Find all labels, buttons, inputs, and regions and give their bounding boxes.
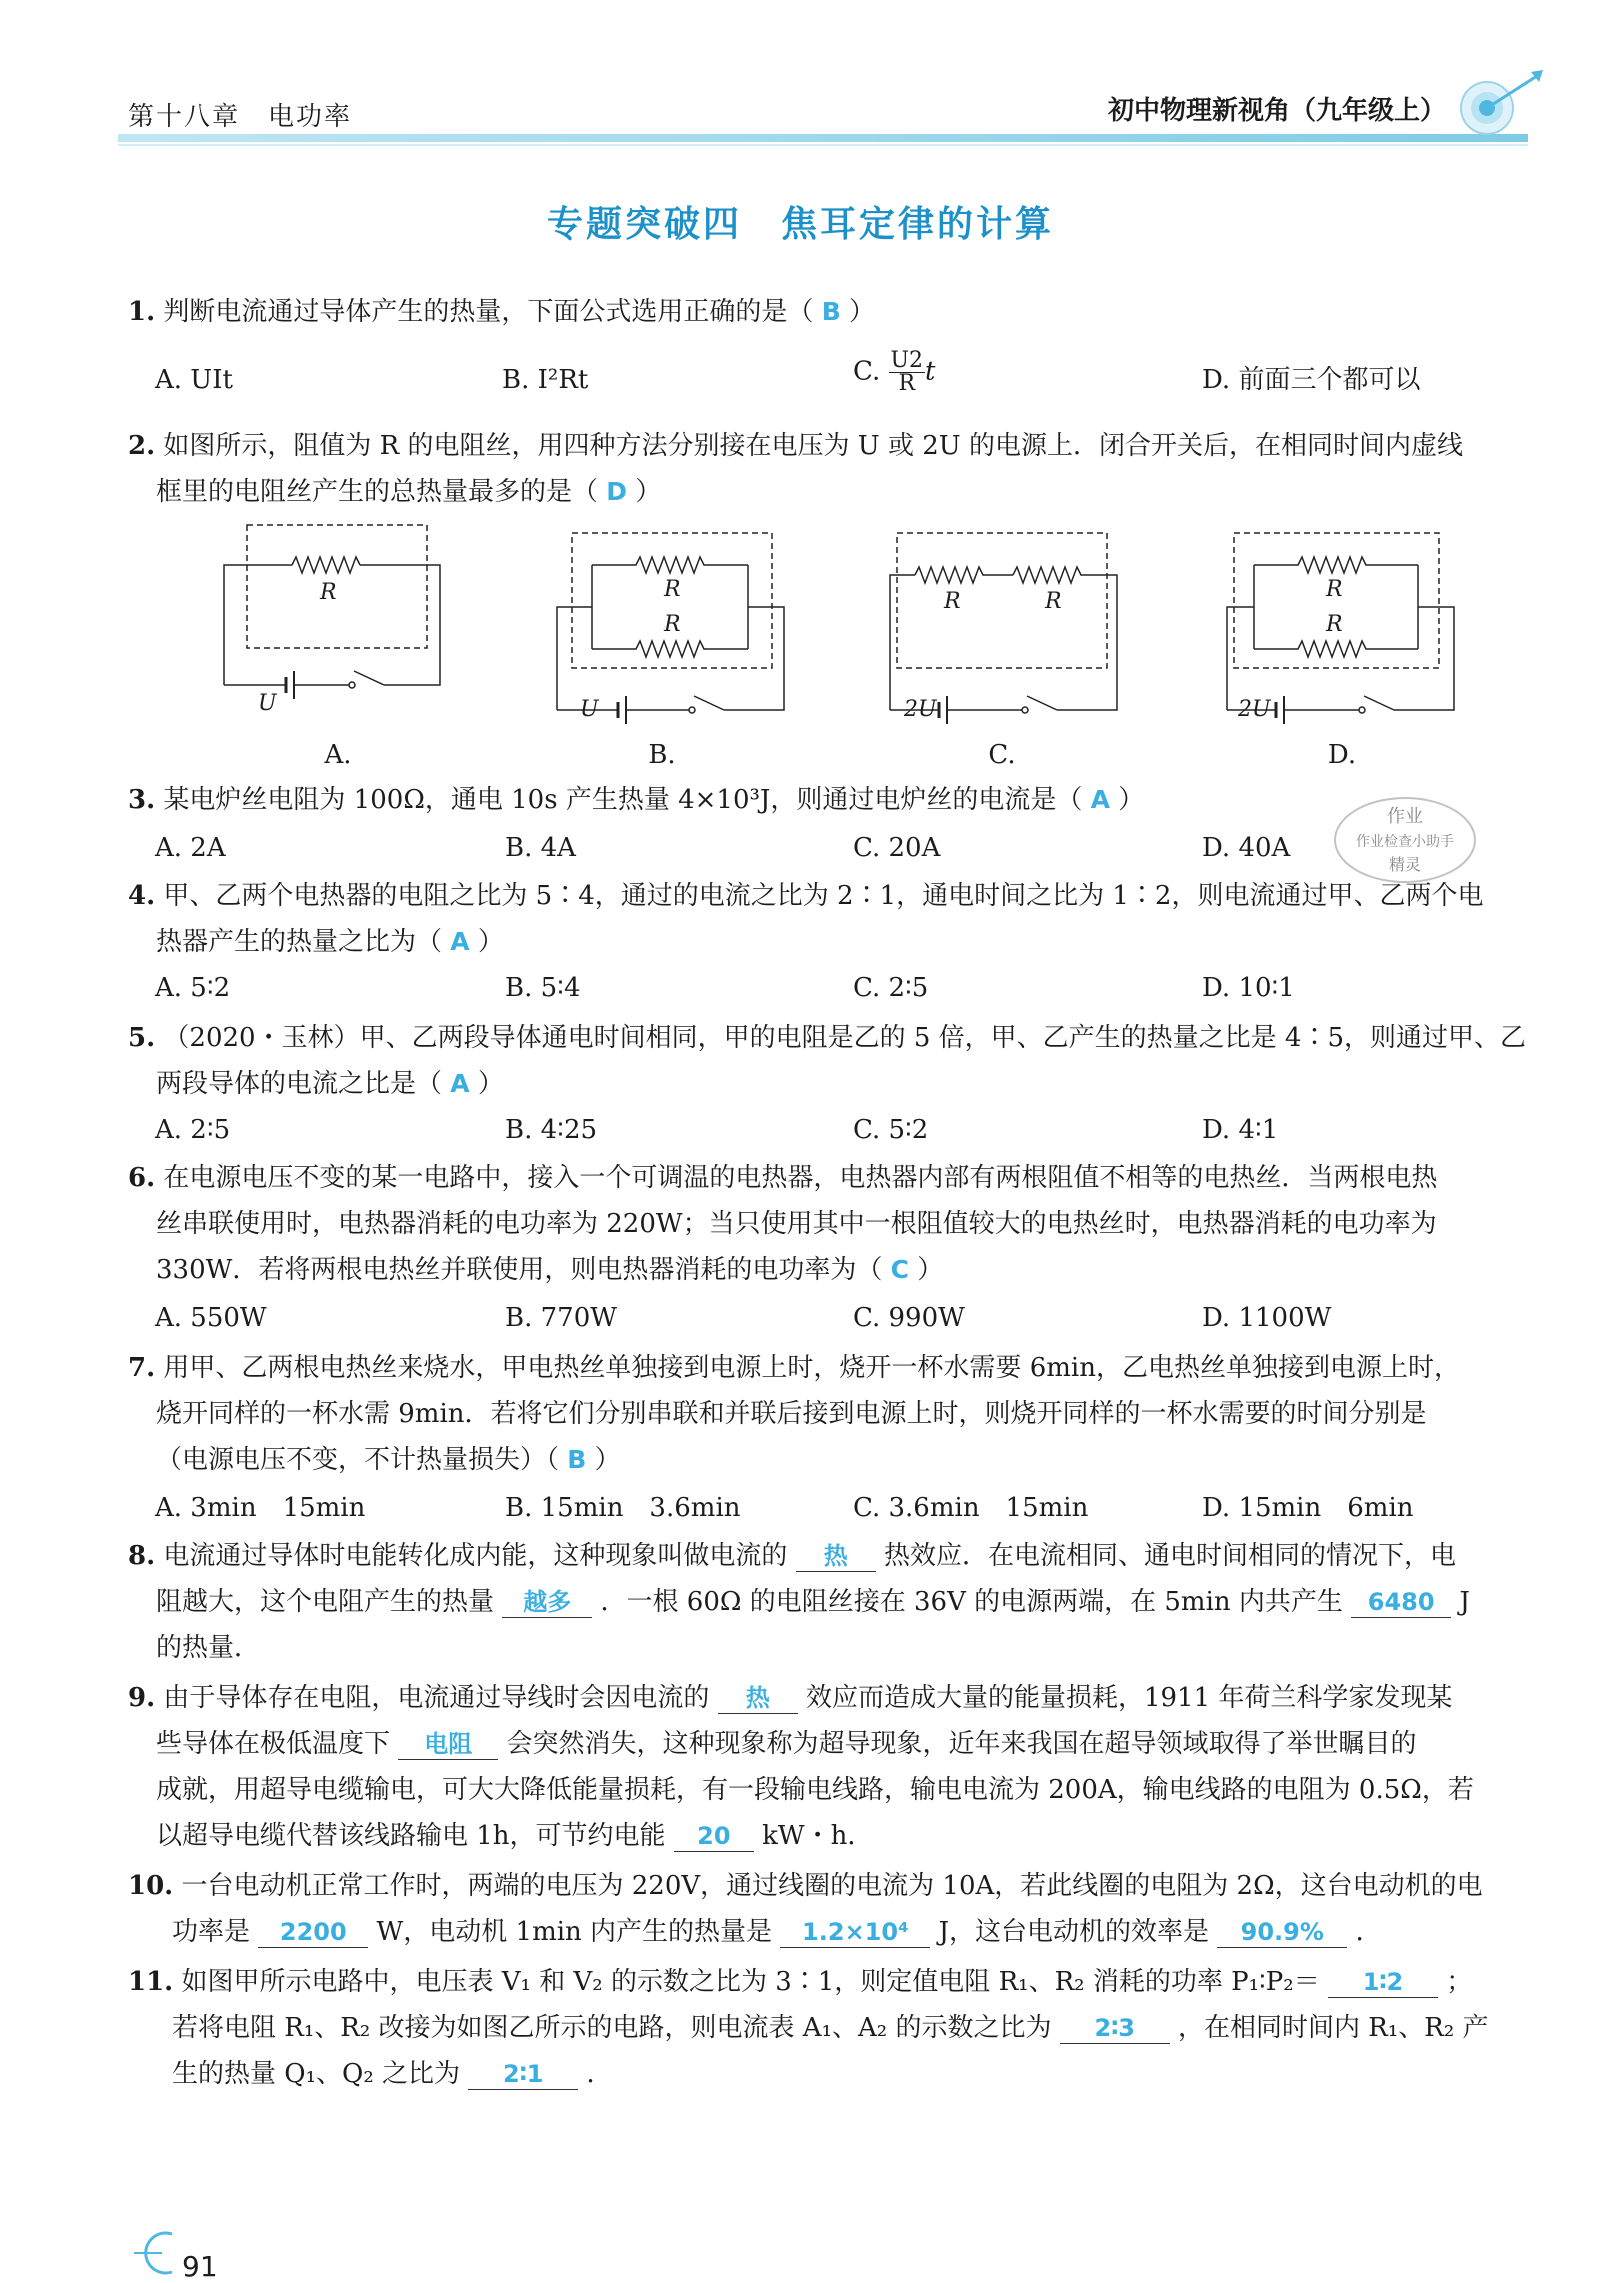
voltage-label: U xyxy=(580,697,599,722)
question-text: 一台电动机正常工作时，两端的电压为 220V，通过线圈的电流为 10A，若此线圈的电阻为 2Ω，这台电动机的电 xyxy=(181,1871,1483,1901)
circuit-label-d: D. xyxy=(1327,740,1357,770)
question-6 xyxy=(128,1160,1437,1196)
question-text: ； xyxy=(1446,1967,1473,1997)
question-text: 若将电阻 R₁、R₂ 改接为如图乙所示的电路，则电流表 A₁、A₂ 的示数之比为 xyxy=(172,2013,1052,2043)
question-number: 11. xyxy=(128,1967,174,1997)
question-number: 1. xyxy=(128,297,156,327)
question-1 xyxy=(128,294,875,330)
option-c: C. 2∶5 xyxy=(853,973,929,1003)
question-7 xyxy=(128,1350,1460,1386)
question-number: 10. xyxy=(128,1871,174,1901)
option-label: C. xyxy=(853,356,881,387)
stamp-bottom: 精灵 xyxy=(1388,855,1422,874)
answer-blank: 20 xyxy=(674,1821,754,1852)
option-d: D. 10∶1 xyxy=(1202,973,1295,1003)
option-b: B. 770W xyxy=(505,1303,617,1333)
question-text: 生的热量 Q₁、Q₂ 之比为 xyxy=(172,2059,461,2089)
answer-blank: 1.2×10⁴ xyxy=(780,1917,930,1948)
question-text: （2020・玉林）甲、乙两段导体通电时间相同，甲的电阻是乙的 5 倍，甲、乙产生的热量之比是 4∶5，则通过甲、乙 xyxy=(163,1023,1527,1053)
page-number: 91 xyxy=(182,2250,218,2283)
option-a: A. 2∶5 xyxy=(155,1115,231,1145)
question-text: 甲、乙两个电热器的电阻之比为 5∶4，通过的电流之比为 2∶1，通电时间之比为 1∶2，则电流通过甲、乙两个电 xyxy=(163,881,1484,911)
answer: D xyxy=(606,477,628,506)
question-text: 热效应．在电流相同、通电时间相同的情况下，电 xyxy=(883,1541,1456,1571)
question-number: 9. xyxy=(128,1683,156,1713)
question-7-line2: 烧开同样的一杯水需 9min．若将它们分别串联和并联后接到电源上时，则烧开同样的一杯水需要的时间分别是 xyxy=(156,1399,1427,1429)
option-a: A. 3min 15min xyxy=(155,1493,366,1523)
denominator: R xyxy=(898,371,916,396)
question-8-line2 xyxy=(156,1584,1470,1620)
question-10 xyxy=(128,1868,1483,1904)
close-paren: ） xyxy=(849,297,876,327)
question-2 xyxy=(128,428,1463,464)
header-rule xyxy=(118,144,1528,146)
question-number: 8. xyxy=(128,1541,156,1571)
answer-blank: 越多 xyxy=(502,1587,592,1618)
close-paren: ） xyxy=(1118,785,1145,815)
question-11-line3 xyxy=(172,2056,613,2092)
voltage-label: U xyxy=(258,691,277,716)
question-text: W，电动机 1min 内产生的热量是 xyxy=(376,1917,773,1947)
circuit-label-a: A. xyxy=(324,740,352,770)
option-b: B. 5∶4 xyxy=(505,973,581,1003)
option-a: A. 2A xyxy=(155,833,226,863)
answer-blank: 热 xyxy=(718,1683,798,1714)
question-text: 阻越大，这个电阻产生的热量 xyxy=(156,1587,495,1617)
answer-blank: 90.9% xyxy=(1217,1917,1347,1948)
question-8-line3: 的热量． xyxy=(156,1633,261,1663)
close-paren: ） xyxy=(917,1255,944,1285)
voltage-label: 2U xyxy=(1238,697,1271,722)
chapter-title: 第十八章 电功率 xyxy=(128,102,353,132)
option-d: D. 40A xyxy=(1202,833,1291,863)
option-d: D. 15min 6min xyxy=(1202,1493,1414,1523)
question-text: 330W．若将两根电热丝并联使用，则电热器消耗的电功率为（ xyxy=(156,1255,883,1285)
question-text: 用甲、乙两根电热丝来烧水，甲电热丝单独接到电源上时，烧开一杯水需要 6min，乙电热丝单独接到电源上时， xyxy=(163,1353,1460,1383)
question-number: 3. xyxy=(128,785,156,815)
question-text: 如图甲所示电路中，电压表 V₁ 和 V₂ 的示数之比为 3∶1，则定值电阻 R₁、R₂ 消耗的功率 P₁∶P₂＝ xyxy=(181,1967,1320,1997)
option-c: C. 3.6min 15min xyxy=(853,1493,1089,1523)
circuit-label-c: C. xyxy=(988,740,1016,770)
question-4-line2 xyxy=(156,924,504,960)
option-d: D. 前面三个都可以 xyxy=(1202,365,1421,395)
question-text: 电流通过导体时电能转化成内能，这种现象叫做电流的 xyxy=(163,1541,788,1571)
answer: A xyxy=(450,927,470,956)
question-text: ．一根 60Ω 的电阻丝接在 36V 的电源两端，在 5min 内共产生 xyxy=(600,1587,1343,1617)
question-5-line2 xyxy=(156,1066,504,1102)
option-b: B. 4∶25 xyxy=(505,1115,598,1145)
question-text: 某电炉丝电阻为 100Ω，通电 10s 产生热量 4×10³J，则通过电炉丝的电流是（ xyxy=(163,785,1083,815)
voltage-label: 2U xyxy=(904,697,937,722)
stamp-top: 作业 xyxy=(1387,806,1423,827)
question-4 xyxy=(128,878,1483,914)
option-d: D. 4∶1 xyxy=(1202,1115,1279,1145)
question-11 xyxy=(128,1964,1472,2000)
option-b: B. 15min 3.6min xyxy=(505,1493,741,1523)
question-number: 5. xyxy=(128,1023,156,1053)
answer-blank: 电阻 xyxy=(398,1729,498,1760)
close-paren: ） xyxy=(635,477,662,507)
resistor-label: R xyxy=(664,612,681,637)
question-8 xyxy=(128,1538,1456,1574)
answer-blank: 1∶2 xyxy=(1328,1967,1438,1998)
question-text: 热器产生的热量之比为（ xyxy=(156,927,443,957)
resistor-label: R xyxy=(944,589,961,614)
question-text: 以超导电缆代替该线路输电 1h，可节约电能 xyxy=(156,1821,666,1851)
option-b: B. I²Rt xyxy=(502,365,589,395)
book-title: 初中物理新视角（九年级上） xyxy=(1108,96,1447,126)
question-9-line3: 成就，用超导电缆输电，可大大降低能量损耗，有一段输电线路，输电电流为 200A，输电线路的电阻为 0.5Ω，若 xyxy=(156,1775,1474,1805)
answer-blank: 2∶1 xyxy=(468,2059,578,2090)
question-9-line4 xyxy=(156,1818,873,1854)
close-paren: ） xyxy=(477,1069,504,1099)
resistor-label: R xyxy=(1326,577,1343,602)
question-3 xyxy=(128,782,1144,818)
answer: B xyxy=(821,297,841,326)
question-text: 如图所示，阻值为 R 的电阻丝，用四种方法分别接在电压为 U 或 2U 的电源上．闭合开关后，在相同时间内虚线 xyxy=(163,431,1463,461)
answer: A xyxy=(450,1069,470,1098)
question-2-line2 xyxy=(156,474,661,510)
question-number: 7. xyxy=(128,1353,156,1383)
option-c: C. 990W xyxy=(853,1303,965,1333)
answer-blank: 6480 xyxy=(1351,1587,1451,1618)
question-6-line3 xyxy=(156,1252,943,1288)
resistor-label: R xyxy=(1045,589,1062,614)
resistor-label: R xyxy=(320,580,337,605)
question-text: 判断电流通过导体产生的热量，下面公式选用正确的是（ xyxy=(163,297,814,327)
page-title: 专题突破四 焦耳定律的计算 xyxy=(546,204,1054,245)
question-number: 2. xyxy=(128,431,156,461)
question-text: 会突然消失，这种现象称为超导现象，近年来我国在超导领域取得了举世瞩目的 xyxy=(506,1729,1417,1759)
resistor-label: R xyxy=(1326,612,1343,637)
question-number: 6. xyxy=(128,1163,156,1193)
question-9-line2 xyxy=(156,1726,1417,1762)
answer-blank: 2∶3 xyxy=(1060,2013,1170,2044)
question-5 xyxy=(128,1020,1526,1056)
option-a: A. UIt xyxy=(155,365,233,395)
question-11-line2 xyxy=(172,2010,1489,2046)
option-d: D. 1100W xyxy=(1202,1303,1332,1333)
option-a: A. 5∶2 xyxy=(155,973,231,1003)
target-icon xyxy=(1455,68,1545,148)
question-text: kW・h． xyxy=(762,1821,874,1851)
question-text: J xyxy=(1459,1587,1470,1617)
answer: B xyxy=(567,1445,587,1474)
header-bar xyxy=(118,134,1528,142)
question-text: 两段导体的电流之比是（ xyxy=(156,1069,443,1099)
question-text: 些导体在极低温度下 xyxy=(156,1729,391,1759)
resistor-label: R xyxy=(664,577,681,602)
question-text: 框里的电阻丝产生的总热量最多的是（ xyxy=(156,477,599,507)
question-text: 在电源电压不变的某一电路中，接入一个可调温的电热器，电热器内部有两根阻值不相等的电热丝．当两根电热 xyxy=(163,1163,1438,1193)
question-9 xyxy=(128,1680,1452,1716)
question-text: 由于导体存在电阻，电流通过导线时会因电流的 xyxy=(163,1683,710,1713)
question-text: J，这台电动机的效率是 xyxy=(938,1917,1210,1947)
stamp-middle: 作业检查小助手 xyxy=(1356,834,1454,850)
option-c: C. 5∶2 xyxy=(853,1115,929,1145)
option-b: B. 4A xyxy=(505,833,576,863)
fraction-tail: t xyxy=(925,356,936,387)
answer-blank: 2200 xyxy=(258,1917,368,1948)
option-c xyxy=(853,350,936,395)
numerator: U2 xyxy=(890,348,924,373)
question-text: ． xyxy=(586,2059,613,2089)
circuit-label-b: B. xyxy=(648,740,676,770)
close-paren: ） xyxy=(594,1445,621,1475)
question-number: 4. xyxy=(128,881,156,911)
option-c: C. 20A xyxy=(853,833,941,863)
question-10-line2 xyxy=(172,1914,1382,1950)
fraction xyxy=(889,350,926,395)
question-text: 功率是 xyxy=(172,1917,251,1947)
question-text: ，在相同时间内 R₁、R₂ 产 xyxy=(1178,2013,1489,2043)
answer: C xyxy=(890,1255,909,1284)
question-7-line3 xyxy=(156,1442,621,1478)
option-a: A. 550W xyxy=(155,1303,267,1333)
question-6-line2: 丝串联使用时，电热器消耗的电功率为 220W；当只使用其中一根阻值较大的电热丝时，电热器消耗的电功率为 xyxy=(156,1209,1437,1239)
question-text: （电源电压不变，不计热量损失）（ xyxy=(156,1445,560,1475)
question-text: ． xyxy=(1355,1917,1382,1947)
answer-blank: 热 xyxy=(796,1541,876,1572)
close-paren: ） xyxy=(477,927,504,957)
question-text: 效应而造成大量的能量损耗，1911 年荷兰科学家发现某 xyxy=(805,1683,1453,1713)
stamp-watermark xyxy=(1330,790,1480,890)
answer: A xyxy=(1090,785,1110,814)
